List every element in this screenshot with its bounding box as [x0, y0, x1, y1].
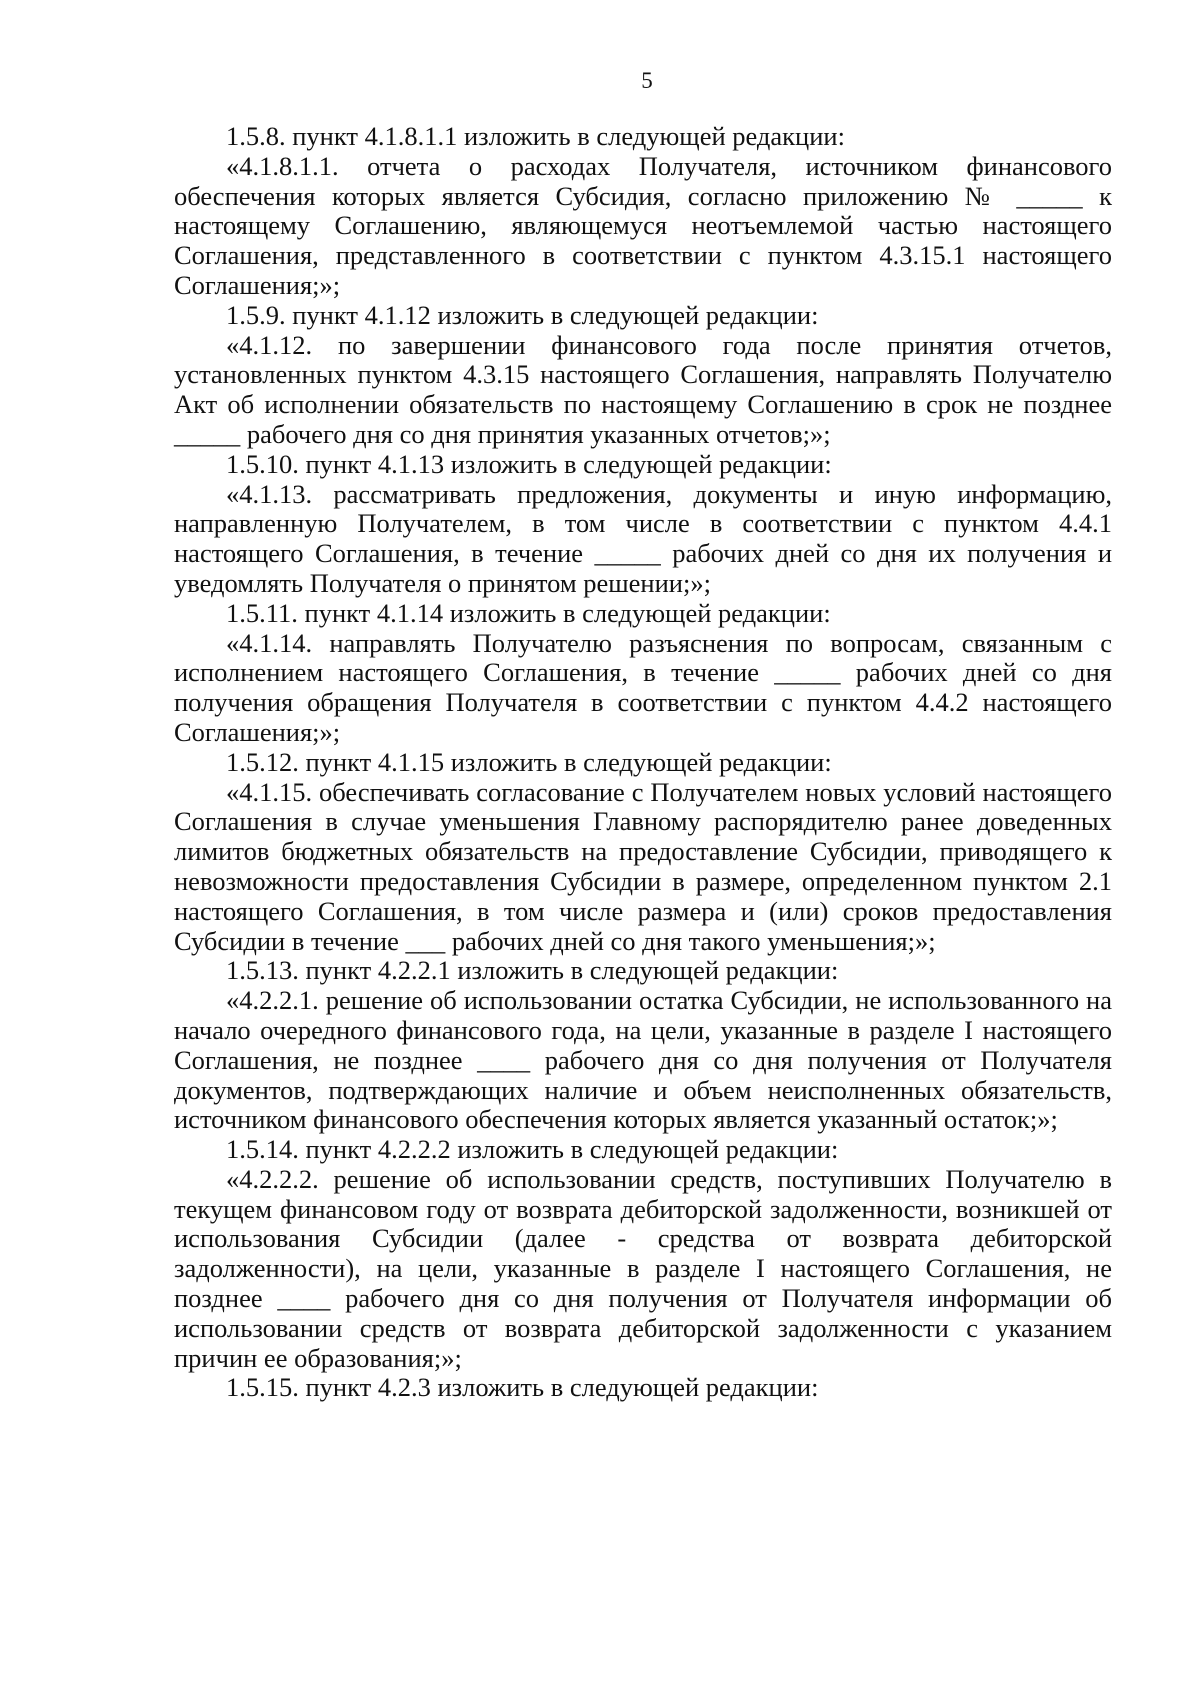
- section-text-1-5-10: «4.1.13. рассматривать предложения, документы и иную информацию, направленную Получателем, в том числе в соответствии с пунктом 4.4.1 настоящего Соглашения, в течение _____ рабочих дней со дня их получения и уведомлять Получателя о принятом решении;»;: [174, 478, 1112, 598]
- section-text-1-5-9: «4.1.12. по завершении финансового года после принятия отчетов, установленных пунктом 4.3.15 настоящего Соглашения, направлять Получателю Акт об исполнении обязательств по настоящему Соглашению в срок не позднее _____ рабочего дня со дня принятия указанных отчетов;»;: [174, 329, 1112, 449]
- section-heading-1-5-10: 1.5.10. пункт 4.1.13 изложить в следующей редакции:: [226, 448, 832, 479]
- page-number: 5: [641, 68, 653, 93]
- section-heading-1-5-12: 1.5.12. пункт 4.1.15 изложить в следующей редакции:: [226, 746, 832, 777]
- section-text-1-5-12: «4.1.15. обеспечивать согласование с Получателем новых условий настоящего Соглашения в случае уменьшения Главному распорядителю ранее доведенных лимитов бюджетных обязательств на предоставление Субсидии, приводящего к невозможности предоставления Субсидии в размере, определенном пунктом 2.1 настоящего Соглашения, в том числе размера и (или) сроков предоставления Субсидии в течение ___ рабочих дней со дня такого уменьшения;»;: [174, 776, 1112, 956]
- section-heading-1-5-14: 1.5.14. пункт 4.2.2.2 изложить в следующей редакции:: [226, 1134, 839, 1165]
- section-heading-1-5-9: 1.5.9. пункт 4.1.12 изложить в следующей редакции:: [226, 299, 819, 330]
- section-heading-1-5-8: 1.5.8. пункт 4.1.8.1.1 изложить в следующей редакции:: [226, 121, 845, 151]
- document-body: [174, 122, 1112, 1403]
- section-text-1-5-11: «4.1.14. направлять Получателю разъяснения по вопросам, связанным с исполнением настоящего Соглашения, в течение _____ рабочих дней со дня получения обращения Получателя в соответствии с пунктом 4.4.2 настоящего Соглашения;»;: [174, 627, 1112, 747]
- section-text-1-5-14: «4.2.2.2. решение об использовании средств, поступивших Получателю в текущем финансовом году от возврата дебиторской задолженности, возникшей от использования Субсидии (далее - средства от возврата дебиторской задолженности), на цели, указанные в разделе I настоящего Соглашения, не позднее ____ рабочего дня со дня получения от Получателя информации об использовании средств от возврата дебиторской задолженности с указанием причин ее образования;»;: [174, 1163, 1112, 1373]
- section-text-1-5-13: «4.2.2.1. решение об использовании остатка Субсидии, не использованного на начало очередного финансового года, на цели, указанные в разделе I настоящего Соглашения, не позднее ____ рабочего дня со дня получения от Получателя документов, подтверждающих наличие и объем неисполненных обязательств, источником финансового обеспечения которых является указанный остаток;»;: [174, 985, 1112, 1135]
- section-heading-1-5-11: 1.5.11. пункт 4.1.14 изложить в следующей редакции:: [226, 597, 831, 628]
- section-heading-1-5-13: 1.5.13. пункт 4.2.2.1 изложить в следующей редакции:: [226, 955, 839, 986]
- section-text-1-5-8: «4.1.8.1.1. отчета о расходах Получателя, источником финансового обеспечения которых является Субсидия, согласно приложению № _____ к настоящему Соглашению, являющемуся неотъемлемой частью настоящего Соглашения, представленного в соответствии с пунктом 4.3.15.1 настоящего Соглашения;»;: [174, 150, 1112, 300]
- section-heading-1-5-15: 1.5.15. пункт 4.2.3 изложить в следующей редакции:: [226, 1372, 819, 1403]
